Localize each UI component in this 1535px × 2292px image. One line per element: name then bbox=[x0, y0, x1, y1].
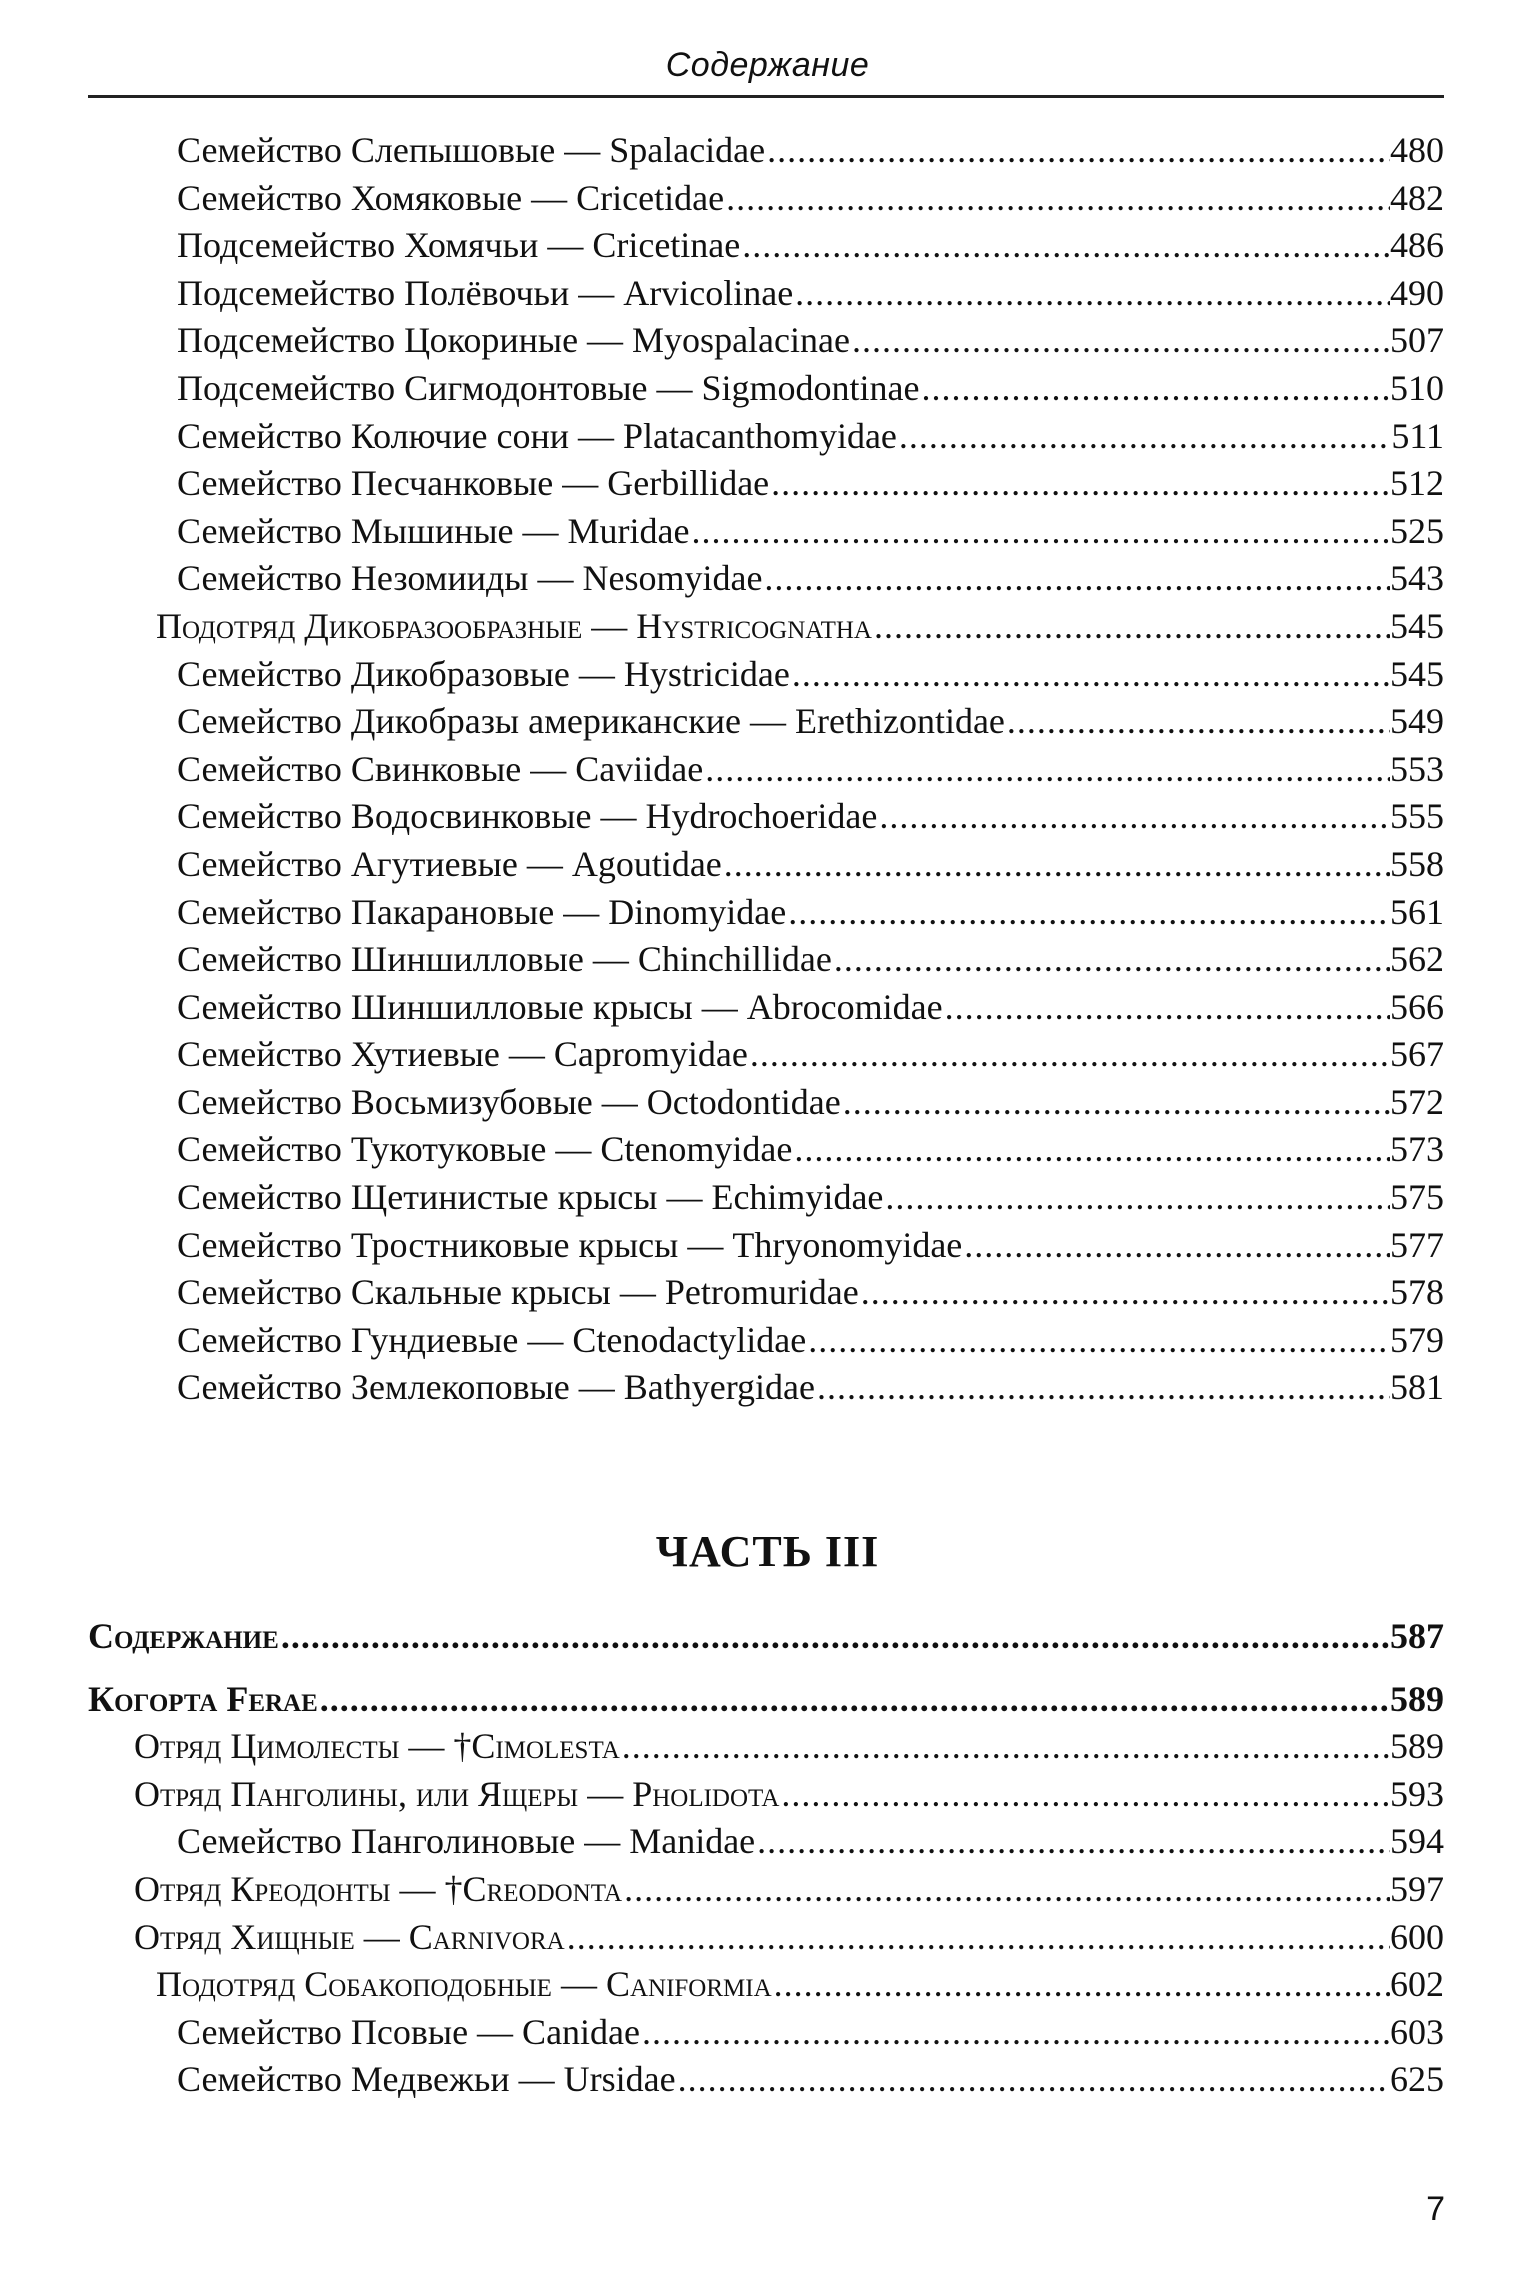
entry-label: Семейство Колючие сони — Platacanthomyidae bbox=[177, 415, 897, 456]
dot-leader bbox=[764, 555, 1390, 603]
entry-label: Семейство Гундиевые — Ctenodactylidae bbox=[177, 1319, 807, 1360]
entry-label: Семейство Свинковые — Caviidae bbox=[177, 748, 704, 789]
dot-leader bbox=[692, 508, 1391, 556]
entry-label: Семейство Скальные крысы — Petromuridae bbox=[177, 1272, 859, 1313]
dot-leader bbox=[678, 2056, 1390, 2104]
entry-page: 490 bbox=[1390, 272, 1444, 313]
dot-leader bbox=[964, 1222, 1390, 1270]
toc-entry-bathyergidae[interactable] bbox=[88, 1364, 1444, 1412]
toc-entry-agoutidae[interactable] bbox=[88, 841, 1444, 889]
entry-label: Семейство Агутиевые — Agoutidae bbox=[177, 843, 722, 884]
toc-section-part-3 bbox=[88, 1613, 1444, 2104]
dot-leader bbox=[705, 746, 1390, 794]
entry-page: 507 bbox=[1390, 320, 1444, 361]
toc-entry-nesomyidae[interactable] bbox=[88, 555, 1444, 603]
dot-leader bbox=[817, 1364, 1390, 1412]
entry-page: 543 bbox=[1390, 558, 1444, 599]
toc-entry-ferae[interactable] bbox=[88, 1676, 1444, 1724]
running-head: Содержание bbox=[665, 46, 870, 84]
toc-entry-hystricognatha[interactable] bbox=[88, 603, 1444, 651]
entry-label: Подотряд Дикобразообразные — Hystricognatha bbox=[156, 605, 872, 646]
dot-leader bbox=[642, 2009, 1390, 2057]
dot-leader bbox=[921, 365, 1390, 413]
toc-entry-pholidota[interactable] bbox=[88, 1771, 1444, 1819]
entry-label: Семейство Щетинистые крысы — Echimyidae bbox=[177, 1177, 884, 1218]
entry-page: 510 bbox=[1390, 367, 1444, 408]
dot-leader bbox=[861, 1269, 1390, 1317]
entry-label: Отряд Цимолесты — †Cimolesta bbox=[134, 1726, 620, 1767]
dot-leader bbox=[622, 1723, 1390, 1771]
toc-entry-ctenodactylidae[interactable] bbox=[88, 1317, 1444, 1365]
entry-label: Семейство Водосвинковые — Hydrochoeridae bbox=[177, 796, 878, 837]
entry-page: 486 bbox=[1390, 225, 1444, 266]
page-number: 7 bbox=[1426, 2190, 1445, 2228]
entry-label: Семейство Пакарановые — Dinomyidae bbox=[177, 891, 787, 932]
dot-leader bbox=[281, 1613, 1390, 1661]
toc-entry-erethizontidae[interactable] bbox=[88, 698, 1444, 746]
dot-leader bbox=[320, 1676, 1390, 1724]
entry-label: Семейство Дикобразы американские — Erethizontidae bbox=[177, 701, 1005, 742]
entry-page: 482 bbox=[1390, 177, 1444, 218]
toc-entry-octodontidae[interactable] bbox=[88, 1079, 1444, 1127]
entry-label: Семейство Мышиные — Muridae bbox=[177, 510, 690, 551]
toc-entry-ctenomyidae[interactable] bbox=[88, 1126, 1444, 1174]
toc-entry-platacanthomyidae[interactable] bbox=[88, 413, 1444, 461]
toc-entry-carnivora[interactable] bbox=[88, 1914, 1444, 1962]
entry-page: 578 bbox=[1390, 1272, 1444, 1313]
entry-label: Семейство Слепышовые — Spalacidae bbox=[177, 130, 766, 170]
entry-page: 572 bbox=[1390, 1081, 1444, 1122]
entry-label: Семейство Песчанковые — Gerbillidae bbox=[177, 463, 770, 504]
dot-leader bbox=[624, 1866, 1390, 1914]
entry-label: Подсемейство Хомячьи — Cricetinae bbox=[177, 225, 741, 266]
toc-entry-dinomyidae[interactable] bbox=[88, 889, 1444, 937]
entry-label: Семейство Медвежьи — Ursidae bbox=[177, 2059, 676, 2100]
entry-page: 562 bbox=[1390, 939, 1444, 980]
dot-leader bbox=[852, 317, 1390, 365]
toc-entry-abrocomidae[interactable] bbox=[88, 984, 1444, 1032]
dot-leader bbox=[750, 1031, 1390, 1079]
toc-entry-arvicolinae[interactable] bbox=[88, 270, 1444, 318]
entry-page: 625 bbox=[1390, 2059, 1444, 2100]
entry-label: Семейство Дикобразовые — Hystricidae bbox=[177, 653, 790, 694]
entry-label: Семейство Тростниковые крысы — Thryonomyidae bbox=[177, 1224, 963, 1265]
entry-label: Семейство Шиншилловые крысы — Abrocomidae bbox=[177, 986, 943, 1027]
toc-entry-canidae[interactable] bbox=[88, 2009, 1444, 2057]
entry-label: Семейство Землекоповые — Bathyergidae bbox=[177, 1367, 816, 1408]
entry-page: 602 bbox=[1390, 1964, 1444, 2005]
entry-page: 545 bbox=[1390, 605, 1444, 646]
entry-label: Подсемейство Полёвочьи — Arvicolinae bbox=[177, 272, 794, 313]
dot-leader bbox=[774, 1961, 1390, 2009]
toc-entry-chinchillidae[interactable] bbox=[88, 936, 1444, 984]
toc-entry-ursidae[interactable] bbox=[88, 2056, 1444, 2104]
dot-leader bbox=[726, 175, 1390, 223]
entry-label: Подсемейство Сигмодонтовые — Sigmodontinae bbox=[177, 367, 920, 408]
entry-label: Когорта Ferae bbox=[88, 1678, 318, 1719]
header-rule bbox=[88, 95, 1444, 98]
toc-entry-creodonta[interactable] bbox=[88, 1866, 1444, 1914]
dot-leader bbox=[808, 1317, 1390, 1365]
entry-page: 553 bbox=[1390, 748, 1444, 789]
dot-leader bbox=[767, 127, 1390, 175]
entry-page: 575 bbox=[1390, 1177, 1444, 1218]
entry-label: Отряд Панголины, или Ящеры — Pholidota bbox=[134, 1773, 780, 1814]
dot-leader bbox=[788, 889, 1390, 937]
toc-entry-cricetidae[interactable] bbox=[88, 175, 1444, 223]
toc-entry-hydrochoeridae[interactable] bbox=[88, 793, 1444, 841]
entry-page: 566 bbox=[1390, 986, 1444, 1027]
entry-page: 581 bbox=[1390, 1367, 1444, 1408]
entry-page: 600 bbox=[1390, 1916, 1444, 1957]
entry-label: Семейство Хутиевые — Capromyidae bbox=[177, 1034, 748, 1075]
dot-leader bbox=[742, 222, 1390, 270]
entry-page: 512 bbox=[1390, 463, 1444, 504]
toc-entry-spalacidae[interactable] bbox=[88, 127, 1444, 175]
entry-page: 589 bbox=[1390, 1726, 1444, 1767]
dot-leader bbox=[843, 1079, 1390, 1127]
entry-label: Семейство Незомииды — Nesomyidae bbox=[177, 558, 763, 599]
dot-leader bbox=[567, 1914, 1390, 1962]
entry-page: 545 bbox=[1390, 653, 1444, 694]
dot-leader bbox=[781, 1771, 1390, 1819]
entry-page: 579 bbox=[1390, 1319, 1444, 1360]
dot-leader bbox=[792, 651, 1390, 699]
toc-entry-myospalacinae[interactable] bbox=[88, 317, 1444, 365]
dot-leader bbox=[885, 1174, 1390, 1222]
entry-page: 567 bbox=[1390, 1034, 1444, 1075]
entry-label: Отряд Креодонты — †Creodonta bbox=[134, 1868, 623, 1909]
dot-leader bbox=[794, 1126, 1390, 1174]
entry-page: 525 bbox=[1390, 510, 1444, 551]
entry-page: 549 bbox=[1390, 701, 1444, 742]
entry-label: Семейство Панголиновые — Manidae bbox=[177, 1821, 756, 1862]
section-gap bbox=[88, 1661, 1444, 1676]
entry-page: 603 bbox=[1390, 2011, 1444, 2052]
dot-leader bbox=[1007, 698, 1390, 746]
dot-leader bbox=[757, 1818, 1390, 1866]
entry-label: Семейство Восьмизубовые — Octodontidae bbox=[177, 1081, 841, 1122]
entry-label: Семейство Псовые — Canidae bbox=[177, 2011, 641, 2052]
toc-entry-cimolesta[interactable] bbox=[88, 1723, 1444, 1771]
entry-page: 593 bbox=[1390, 1773, 1444, 1814]
toc-entry-echimyidae[interactable] bbox=[88, 1174, 1444, 1222]
dot-leader bbox=[771, 460, 1390, 508]
entry-page: 589 bbox=[1390, 1678, 1444, 1719]
toc-entry-petromuridae[interactable] bbox=[88, 1269, 1444, 1317]
toc-entry-capromyidae[interactable] bbox=[88, 1031, 1444, 1079]
entry-page: 555 bbox=[1390, 796, 1444, 837]
entry-label: Семейство Тукотуковые — Ctenomyidae bbox=[177, 1129, 793, 1170]
entry-label: Содержание bbox=[88, 1616, 279, 1656]
entry-page: 511 bbox=[1391, 415, 1444, 456]
entry-page: 561 bbox=[1390, 891, 1444, 932]
dot-leader bbox=[945, 984, 1390, 1032]
entry-label: Подотряд Собакоподобные — Caniformia bbox=[156, 1964, 772, 2005]
dot-leader bbox=[724, 841, 1390, 889]
entry-page: 594 bbox=[1390, 1821, 1444, 1862]
toc-entry-sigmodontinae[interactable] bbox=[88, 365, 1444, 413]
toc-entry-manidae[interactable] bbox=[88, 1818, 1444, 1866]
toc-entry-muridae[interactable] bbox=[88, 508, 1444, 556]
dot-leader bbox=[834, 936, 1390, 984]
toc-entry-contents[interactable] bbox=[88, 1613, 1444, 1661]
entry-label: Отряд Хищные — Carnivora bbox=[134, 1916, 565, 1957]
part-title: ЧАСТЬ III bbox=[655, 1527, 880, 1576]
toc-entry-cricetinae[interactable] bbox=[88, 222, 1444, 270]
toc-entry-hystricidae[interactable] bbox=[88, 651, 1444, 699]
entry-label: Подсемейство Цокориные — Myospalacinae bbox=[177, 320, 850, 361]
entry-label: Семейство Хомяковые — Cricetidae bbox=[177, 177, 725, 218]
dot-leader bbox=[879, 793, 1390, 841]
entry-page: 597 bbox=[1390, 1868, 1444, 1909]
toc-section-continued bbox=[88, 127, 1444, 1412]
entry-page: 577 bbox=[1390, 1224, 1444, 1265]
entry-page: 573 bbox=[1390, 1129, 1444, 1170]
entry-page: 480 bbox=[1390, 130, 1444, 170]
dot-leader bbox=[899, 413, 1391, 461]
toc-entry-thryonomyidae[interactable] bbox=[88, 1222, 1444, 1270]
dot-leader bbox=[795, 270, 1390, 318]
toc-entry-caviidae[interactable] bbox=[88, 746, 1444, 794]
entry-page: 558 bbox=[1390, 843, 1444, 884]
entry-page: 587 bbox=[1390, 1616, 1444, 1656]
toc-entry-caniformia[interactable] bbox=[88, 1961, 1444, 2009]
entry-label: Семейство Шиншилловые — Chinchillidae bbox=[177, 939, 832, 980]
toc-entry-gerbillidae[interactable] bbox=[88, 460, 1444, 508]
dot-leader bbox=[874, 603, 1390, 651]
